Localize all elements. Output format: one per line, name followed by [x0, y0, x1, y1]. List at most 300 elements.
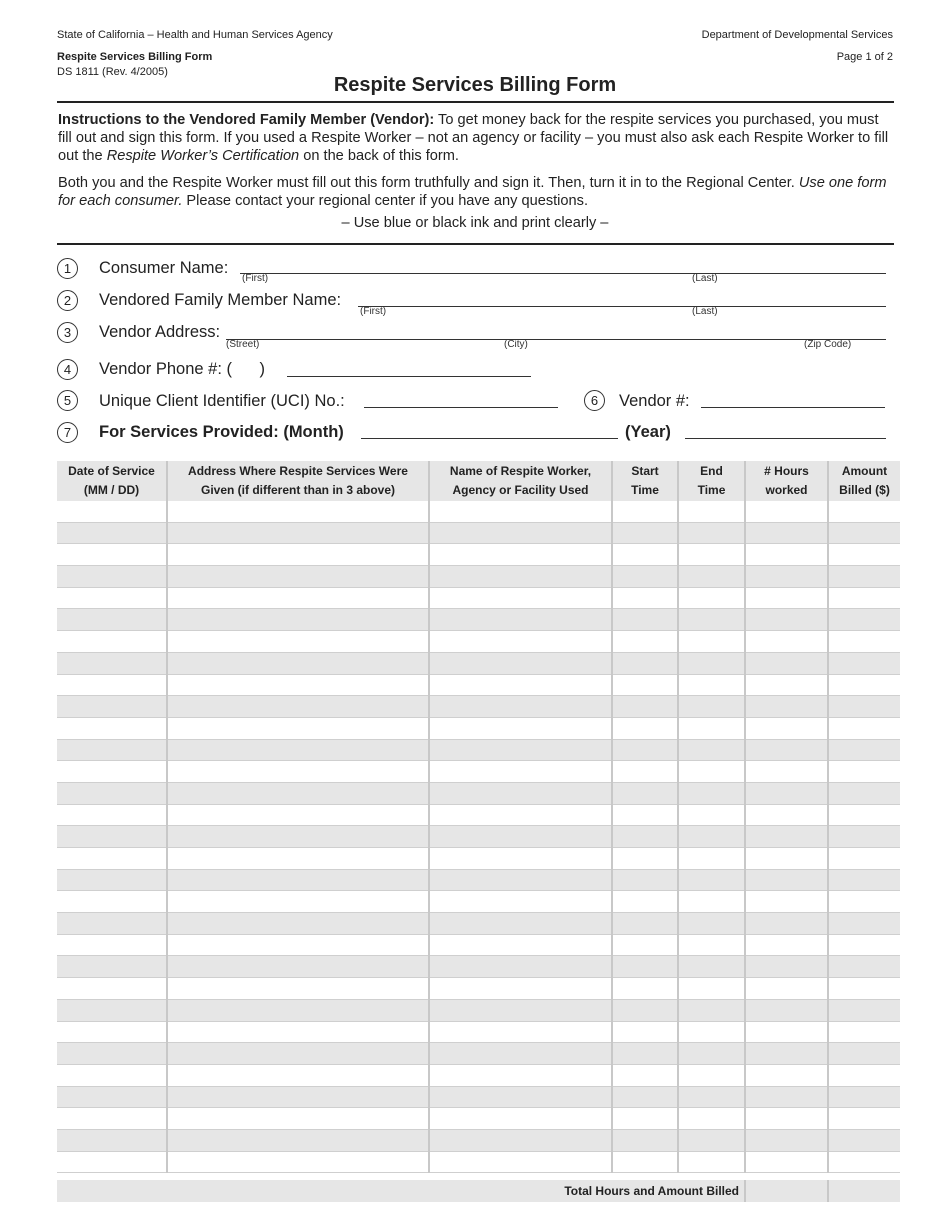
table-row	[57, 782, 900, 804]
table-cell[interactable]	[828, 522, 900, 544]
table-cell[interactable]	[745, 652, 828, 674]
col-address-header	[167, 461, 429, 501]
table-cell[interactable]	[429, 717, 612, 739]
table-cell[interactable]	[167, 1021, 429, 1043]
table-cell[interactable]	[167, 761, 429, 783]
table-row	[57, 761, 900, 783]
total-label: Total Hours and Amount Billed	[564, 1184, 739, 1198]
table-cell[interactable]	[745, 978, 828, 1000]
table-cell[interactable]	[167, 1108, 429, 1130]
table-cell[interactable]	[429, 978, 612, 1000]
table-cell[interactable]	[745, 934, 828, 956]
table-cell[interactable]	[429, 761, 612, 783]
table-cell[interactable]	[745, 1086, 828, 1108]
table-cell[interactable]	[678, 631, 745, 653]
col-start-header-line1: Start	[631, 464, 659, 478]
table-cell[interactable]	[57, 782, 167, 804]
table-cell[interactable]	[612, 652, 678, 674]
table-cell[interactable]	[57, 804, 167, 826]
table-cell[interactable]	[612, 1129, 678, 1151]
table-cell[interactable]	[678, 739, 745, 761]
table-cell[interactable]	[745, 956, 828, 978]
services-year-field[interactable]	[685, 438, 886, 439]
field-number-5: 5	[57, 390, 78, 411]
table-cell[interactable]	[167, 717, 429, 739]
field-number-6: 6	[584, 390, 605, 411]
consumer-first-caption: (First)	[242, 273, 269, 284]
vendor-name-field[interactable]	[358, 306, 886, 307]
table-cell[interactable]	[167, 782, 429, 804]
table-cell[interactable]	[167, 1129, 429, 1151]
table-cell[interactable]	[828, 956, 900, 978]
table-cell[interactable]	[429, 1021, 612, 1043]
table-cell[interactable]	[678, 1086, 745, 1108]
table-cell[interactable]	[745, 522, 828, 544]
table-cell[interactable]	[612, 566, 678, 588]
table-cell[interactable]	[745, 566, 828, 588]
table-cell[interactable]	[828, 674, 900, 696]
table-cell[interactable]	[612, 717, 678, 739]
table-row	[57, 739, 900, 761]
table-cell[interactable]	[167, 869, 429, 891]
table-row	[57, 696, 900, 718]
col-start-header	[612, 461, 678, 501]
table-cell[interactable]	[429, 956, 612, 978]
table-cell[interactable]	[745, 1064, 828, 1086]
table-cell[interactable]	[57, 652, 167, 674]
table-cell[interactable]	[745, 544, 828, 566]
table-cell[interactable]	[678, 501, 745, 522]
table-cell[interactable]	[429, 544, 612, 566]
col-date-header-line2: (MM / DD)	[83, 483, 140, 497]
table-cell[interactable]	[167, 934, 429, 956]
table-cell[interactable]	[612, 587, 678, 609]
table-row	[57, 717, 900, 739]
table-cell[interactable]	[828, 501, 900, 522]
table-cell[interactable]	[612, 609, 678, 631]
table-cell[interactable]	[612, 782, 678, 804]
table-cell[interactable]	[167, 609, 429, 631]
table-row	[57, 934, 900, 956]
table-cell[interactable]	[57, 1151, 167, 1173]
table-cell[interactable]	[828, 696, 900, 718]
table-cell[interactable]	[678, 956, 745, 978]
table-cell[interactable]	[167, 501, 429, 522]
table-cell[interactable]	[745, 913, 828, 935]
table-cell[interactable]	[828, 999, 900, 1021]
table-cell[interactable]	[678, 891, 745, 913]
instructions-lead: Instructions to the Vendored Family Member (Vendor):	[58, 112, 435, 128]
table-cell[interactable]	[745, 1151, 828, 1173]
table-cell[interactable]	[745, 826, 828, 848]
table-cell[interactable]	[828, 826, 900, 848]
table-cell[interactable]	[429, 869, 612, 891]
table-cell[interactable]	[429, 696, 612, 718]
table-cell[interactable]	[612, 891, 678, 913]
table-cell[interactable]	[429, 804, 612, 826]
table-cell[interactable]	[429, 848, 612, 870]
instructions-text-b: on the back of this form.	[299, 148, 459, 164]
table-cell[interactable]	[167, 848, 429, 870]
table-cell[interactable]	[429, 739, 612, 761]
table-cell[interactable]	[828, 1108, 900, 1130]
table-cell[interactable]	[57, 1021, 167, 1043]
table-cell[interactable]	[745, 696, 828, 718]
title-divider	[57, 101, 894, 103]
col-address-header-line2: Given (if different than in 3 above)	[200, 483, 396, 497]
table-cell[interactable]	[828, 609, 900, 631]
table-cell[interactable]	[828, 1064, 900, 1086]
field-number-4: 4	[57, 359, 78, 380]
table-cell[interactable]	[678, 696, 745, 718]
col-worker-header	[429, 461, 612, 501]
page-title: Respite Services Billing Form	[333, 74, 617, 96]
table-cell[interactable]	[429, 631, 612, 653]
table-cell[interactable]	[57, 566, 167, 588]
table-cell[interactable]	[57, 631, 167, 653]
vendor-number-field[interactable]	[701, 407, 885, 408]
vendor-name-label: Vendored Family Member Name:	[99, 291, 342, 309]
col-date-header-line1: Date of Service	[68, 464, 155, 478]
table-cell[interactable]	[429, 522, 612, 544]
table-cell[interactable]	[57, 999, 167, 1021]
table-cell[interactable]	[612, 1064, 678, 1086]
table-cell[interactable]	[429, 999, 612, 1021]
table-cell[interactable]	[678, 848, 745, 870]
services-month-field[interactable]	[361, 438, 618, 439]
table-cell[interactable]	[828, 913, 900, 935]
table-cell[interactable]	[429, 826, 612, 848]
table-cell[interactable]	[745, 999, 828, 1021]
table-cell[interactable]	[167, 1043, 429, 1065]
table-cell[interactable]	[57, 956, 167, 978]
table-cell[interactable]	[57, 609, 167, 631]
instructions-paragraph-1	[58, 111, 894, 165]
uci-field[interactable]	[364, 407, 558, 408]
table-cell[interactable]	[167, 1151, 429, 1173]
table-cell[interactable]	[678, 1129, 745, 1151]
table-cell[interactable]	[678, 999, 745, 1021]
vendor-address-label: Vendor Address:	[99, 323, 221, 341]
table-cell[interactable]	[828, 891, 900, 913]
section-divider	[57, 243, 894, 245]
table-cell[interactable]	[57, 739, 167, 761]
table-cell[interactable]	[678, 761, 745, 783]
table-cell[interactable]	[678, 674, 745, 696]
table-row	[57, 978, 900, 1000]
table-cell[interactable]	[612, 1043, 678, 1065]
table-cell[interactable]	[828, 804, 900, 826]
table-cell[interactable]	[612, 544, 678, 566]
table-cell[interactable]	[828, 761, 900, 783]
table-cell[interactable]	[57, 869, 167, 891]
vendor-last-caption: (Last)	[692, 306, 718, 317]
col-amount-header	[828, 461, 900, 501]
table-cell[interactable]	[429, 891, 612, 913]
table-cell[interactable]	[678, 804, 745, 826]
services-year-label: (Year)	[625, 423, 671, 441]
table-cell[interactable]	[429, 1129, 612, 1151]
table-cell[interactable]	[828, 739, 900, 761]
table-cell[interactable]	[612, 1021, 678, 1043]
table-cell[interactable]	[745, 848, 828, 870]
table-cell[interactable]	[57, 848, 167, 870]
table-row	[57, 1086, 900, 1108]
col-hours-header-line1: # Hours	[764, 464, 809, 478]
table-cell[interactable]	[828, 934, 900, 956]
table-cell[interactable]	[678, 566, 745, 588]
field-number-2: 2	[57, 290, 78, 311]
total-divider-amount	[827, 1180, 829, 1202]
table-cell[interactable]	[57, 587, 167, 609]
table-cell[interactable]	[745, 1129, 828, 1151]
table-cell[interactable]	[57, 522, 167, 544]
table-cell[interactable]	[678, 913, 745, 935]
table-cell[interactable]	[167, 978, 429, 1000]
table-cell[interactable]	[828, 869, 900, 891]
table-cell[interactable]	[828, 1086, 900, 1108]
table-cell[interactable]	[745, 501, 828, 522]
col-end-header	[678, 461, 745, 501]
street-caption: (Street)	[226, 339, 260, 350]
table-cell[interactable]	[167, 826, 429, 848]
table-cell[interactable]	[429, 1151, 612, 1173]
table-cell[interactable]	[745, 1021, 828, 1043]
instructions-italic: Respite Worker’s Certification	[106, 148, 300, 164]
table-cell[interactable]	[745, 782, 828, 804]
field-number-1: 1	[57, 258, 78, 279]
table-cell[interactable]	[828, 717, 900, 739]
table-cell[interactable]	[828, 652, 900, 674]
table-cell[interactable]	[57, 1129, 167, 1151]
table-cell[interactable]	[745, 869, 828, 891]
table-row	[57, 1151, 900, 1173]
table-cell[interactable]	[167, 913, 429, 935]
table-cell[interactable]	[678, 1043, 745, 1065]
table-cell[interactable]	[828, 631, 900, 653]
table-cell[interactable]	[429, 587, 612, 609]
table-row	[57, 848, 900, 870]
table-cell[interactable]	[167, 544, 429, 566]
table-cell[interactable]	[828, 1129, 900, 1151]
table-cell[interactable]	[429, 1108, 612, 1130]
table-cell[interactable]	[429, 652, 612, 674]
table-cell[interactable]	[57, 501, 167, 522]
table-cell[interactable]	[167, 696, 429, 718]
table-cell[interactable]	[612, 869, 678, 891]
table-row	[57, 609, 900, 631]
table-cell[interactable]	[612, 934, 678, 956]
table-cell[interactable]	[828, 978, 900, 1000]
table-cell[interactable]	[57, 1043, 167, 1065]
table-cell[interactable]	[167, 1064, 429, 1086]
table-cell[interactable]	[57, 717, 167, 739]
table-cell[interactable]	[429, 934, 612, 956]
table-cell[interactable]	[57, 1064, 167, 1086]
table-cell[interactable]	[678, 1064, 745, 1086]
col-amount-header-line2: Billed ($)	[839, 483, 890, 497]
table-cell[interactable]	[612, 501, 678, 522]
consumer-last-caption: (Last)	[692, 273, 718, 284]
city-caption: (City)	[504, 339, 528, 350]
table-cell[interactable]	[828, 1043, 900, 1065]
table-cell[interactable]	[429, 501, 612, 522]
table-cell[interactable]	[57, 826, 167, 848]
table-cell[interactable]	[612, 1086, 678, 1108]
table-cell[interactable]	[167, 652, 429, 674]
table-cell[interactable]	[612, 674, 678, 696]
table-cell[interactable]	[429, 782, 612, 804]
field-number-7: 7	[57, 422, 78, 443]
page-number: Page 1 of 2	[836, 51, 893, 63]
table-row	[57, 587, 900, 609]
table-cell[interactable]	[745, 1043, 828, 1065]
table-row	[57, 1064, 900, 1086]
table-cell[interactable]	[745, 891, 828, 913]
table-cell[interactable]	[57, 761, 167, 783]
table-cell[interactable]	[167, 804, 429, 826]
table-cell[interactable]	[678, 522, 745, 544]
col-end-header-line2: Time	[697, 483, 726, 497]
ink-note: – Use blue or black ink and print clearly –	[341, 215, 609, 231]
table-cell[interactable]	[745, 739, 828, 761]
vendor-address-field[interactable]	[226, 339, 886, 340]
table-cell[interactable]	[612, 848, 678, 870]
table-cell[interactable]	[612, 522, 678, 544]
table-row	[57, 826, 900, 848]
table-cell[interactable]	[57, 978, 167, 1000]
table-cell[interactable]	[828, 1021, 900, 1043]
table-row	[57, 652, 900, 674]
table-cell[interactable]	[612, 913, 678, 935]
table-cell[interactable]	[828, 782, 900, 804]
table-cell[interactable]	[745, 587, 828, 609]
table-cell[interactable]	[612, 826, 678, 848]
table-cell[interactable]	[745, 761, 828, 783]
col-worker-header-line1: Name of Respite Worker,	[449, 464, 592, 478]
table-cell[interactable]	[167, 739, 429, 761]
col-hours-header	[745, 461, 828, 501]
table-row	[57, 522, 900, 544]
table-cell[interactable]	[167, 956, 429, 978]
table-row	[57, 631, 900, 653]
table-cell[interactable]	[745, 804, 828, 826]
table-cell[interactable]	[167, 999, 429, 1021]
table-cell[interactable]	[167, 891, 429, 913]
table-cell[interactable]	[612, 761, 678, 783]
table-cell[interactable]	[429, 1064, 612, 1086]
col-address-header-line1: Address Where Respite Services Were	[188, 464, 408, 478]
table-cell[interactable]	[167, 631, 429, 653]
table-cell[interactable]	[57, 674, 167, 696]
table-row	[57, 913, 900, 935]
table-cell[interactable]	[612, 978, 678, 1000]
table-cell[interactable]	[745, 631, 828, 653]
table-cell[interactable]	[678, 652, 745, 674]
col-amount-header-line1: Amount	[841, 464, 888, 478]
agency-name: State of California – Health and Human Services Agency	[57, 29, 333, 41]
table-cell[interactable]	[612, 631, 678, 653]
table-header-row	[57, 461, 900, 501]
table-cell[interactable]	[612, 696, 678, 718]
table-cell[interactable]	[429, 609, 612, 631]
table-cell[interactable]	[167, 566, 429, 588]
table-row	[57, 544, 900, 566]
table-cell[interactable]	[57, 891, 167, 913]
table-cell[interactable]	[429, 674, 612, 696]
table-cell[interactable]	[828, 566, 900, 588]
table-row	[57, 891, 900, 913]
instructions-p2-italic: Use one form for each consumer.	[58, 175, 887, 209]
form-name: Respite Services Billing Form	[57, 51, 213, 63]
table-cell[interactable]	[57, 1108, 167, 1130]
table-row	[57, 804, 900, 826]
table-cell[interactable]	[828, 587, 900, 609]
table-cell[interactable]	[745, 674, 828, 696]
table-cell[interactable]	[678, 826, 745, 848]
table-cell[interactable]	[678, 869, 745, 891]
table-cell[interactable]	[828, 1151, 900, 1173]
table-cell[interactable]	[678, 544, 745, 566]
table-cell[interactable]	[612, 739, 678, 761]
table-cell[interactable]	[57, 544, 167, 566]
table-cell[interactable]	[57, 934, 167, 956]
zip-caption: (Zip Code)	[804, 339, 852, 350]
table-cell[interactable]	[678, 1108, 745, 1130]
total-row	[57, 1180, 900, 1202]
table-cell[interactable]	[678, 1021, 745, 1043]
vendor-phone-label: Vendor Phone #: ( )	[99, 360, 266, 378]
table-cell[interactable]	[745, 717, 828, 739]
col-end-header-line1: End	[700, 464, 723, 478]
table-cell[interactable]	[678, 978, 745, 1000]
table-cell[interactable]	[612, 1151, 678, 1173]
table-cell[interactable]	[57, 696, 167, 718]
table-cell[interactable]	[612, 1108, 678, 1130]
table-cell[interactable]	[429, 566, 612, 588]
table-cell[interactable]	[167, 522, 429, 544]
table-cell[interactable]	[57, 1086, 167, 1108]
table-cell[interactable]	[429, 1086, 612, 1108]
table-cell[interactable]	[745, 609, 828, 631]
table-cell[interactable]	[167, 587, 429, 609]
vendor-number-label: Vendor #:	[619, 392, 690, 410]
consumer-name-label: Consumer Name:	[99, 259, 229, 277]
consumer-name-field[interactable]	[240, 273, 886, 274]
table-cell[interactable]	[57, 913, 167, 935]
table-cell[interactable]	[745, 1108, 828, 1130]
table-cell[interactable]	[429, 1043, 612, 1065]
table-cell[interactable]	[678, 1151, 745, 1173]
table-cell[interactable]	[612, 999, 678, 1021]
vendor-phone-field[interactable]	[287, 376, 531, 377]
table-cell[interactable]	[828, 848, 900, 870]
table-cell[interactable]	[678, 782, 745, 804]
table-cell[interactable]	[612, 956, 678, 978]
table-cell[interactable]	[167, 674, 429, 696]
table-cell[interactable]	[678, 587, 745, 609]
form-number: DS 1811 (Rev. 4/2005)	[57, 66, 168, 78]
table-cell[interactable]	[678, 717, 745, 739]
table-cell[interactable]	[828, 544, 900, 566]
table-cell[interactable]	[429, 913, 612, 935]
department-name: Department of Developmental Services	[701, 29, 893, 41]
table-cell[interactable]	[678, 934, 745, 956]
table-cell[interactable]	[612, 804, 678, 826]
field-number-3: 3	[57, 322, 78, 343]
table-cell[interactable]	[678, 609, 745, 631]
table-cell[interactable]	[167, 1086, 429, 1108]
